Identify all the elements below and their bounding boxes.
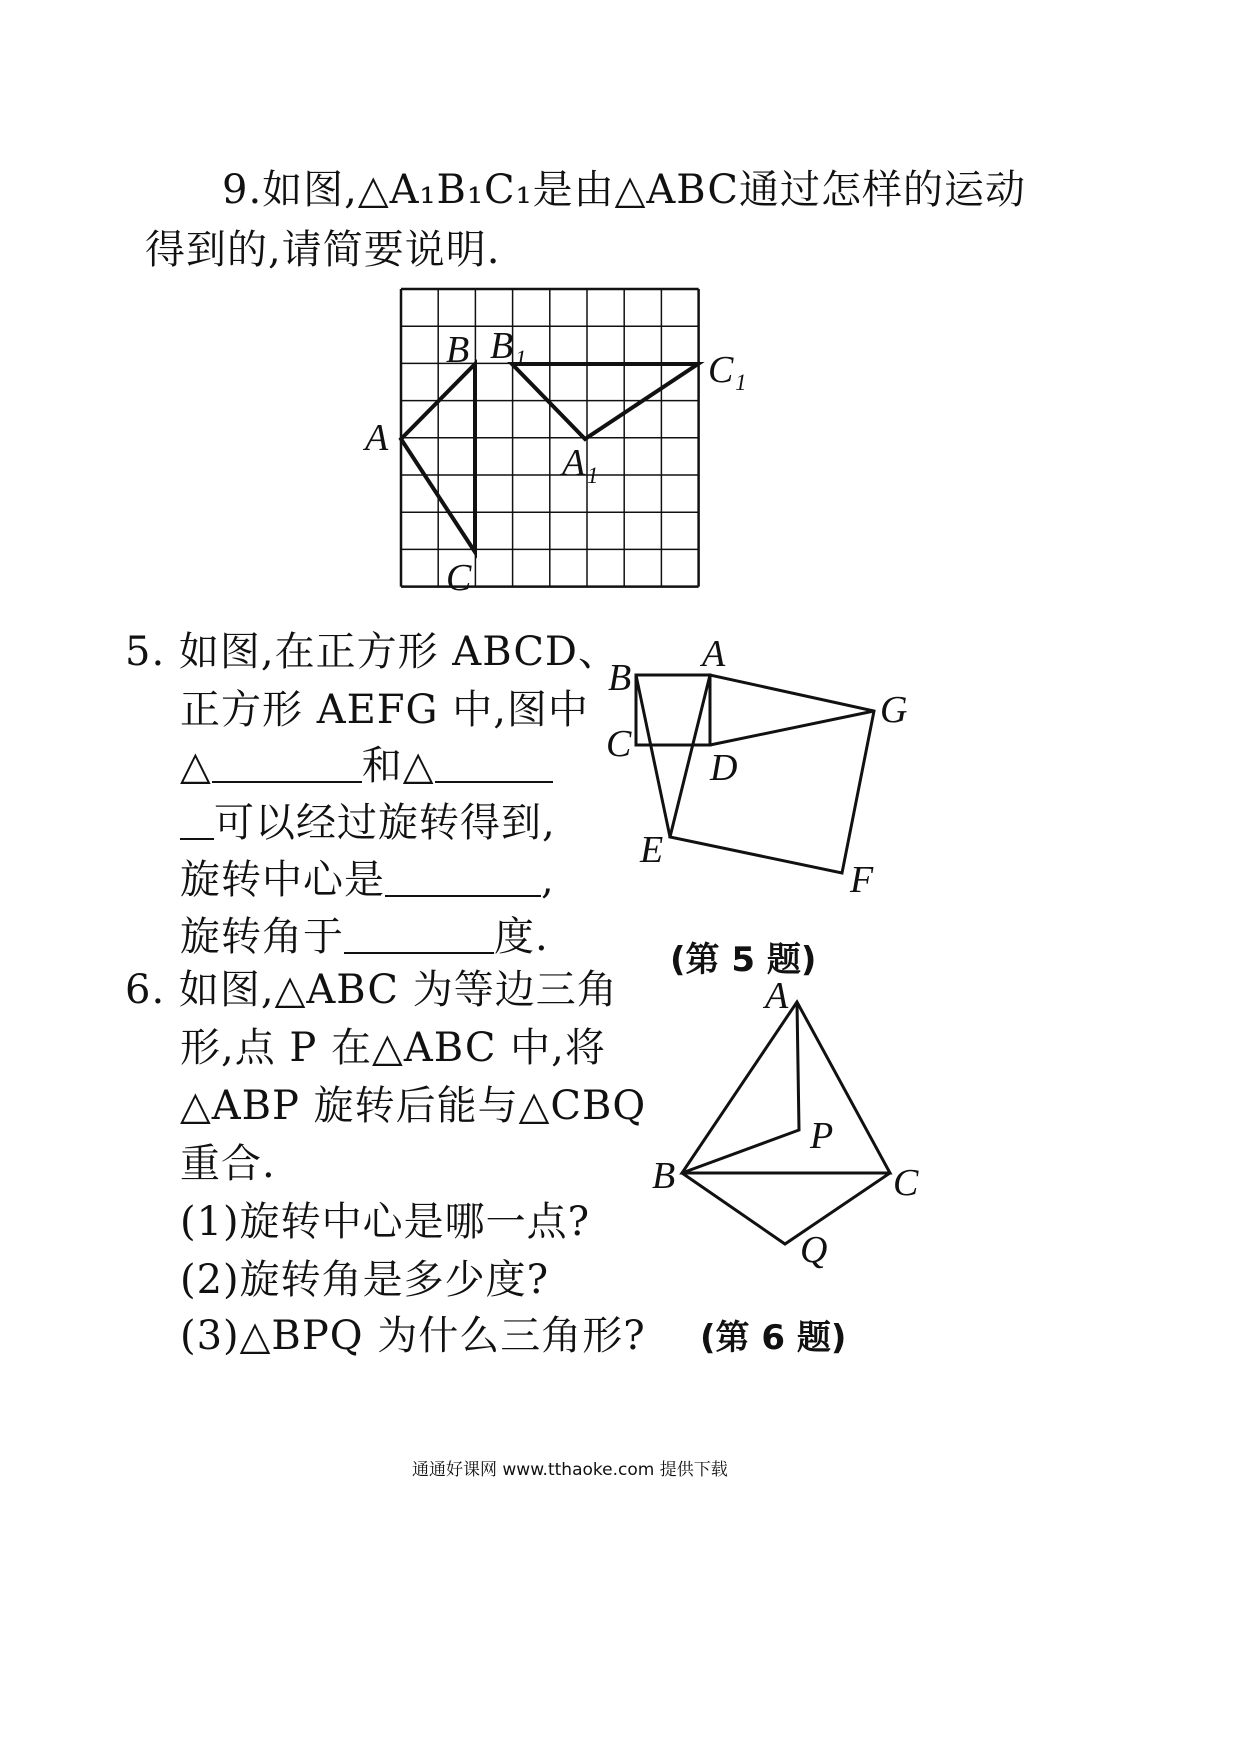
q5-label-g: G xyxy=(880,689,908,731)
q6-subq2: (2)旋转角是多少度? xyxy=(180,1257,550,1303)
q5-degree: 度. xyxy=(494,914,549,960)
q5-triangle-symbol-1: △ xyxy=(180,743,212,789)
q6-label-c: C xyxy=(893,1162,919,1204)
q6-subq3: (3)△BPQ 为什么三角形? xyxy=(180,1313,646,1359)
q9-label-a: A xyxy=(365,417,389,459)
q6-label-q: Q xyxy=(800,1229,828,1271)
q9-label-b1: B₁ xyxy=(490,325,527,367)
q9-text-line1: 9.如图,△A₁B₁C₁是由△ABC通过怎样的运动 xyxy=(222,167,1027,213)
q9-label-c1: C₁ xyxy=(708,349,747,391)
segments-bq-qc xyxy=(682,1173,890,1244)
q5-label-e: E xyxy=(640,829,664,871)
q5-line4-text: 可以经过旋转得到, xyxy=(214,800,556,846)
q5-comma: , xyxy=(541,857,555,903)
triangle-abc-equilateral xyxy=(682,1002,890,1173)
q9-label-b: B xyxy=(446,329,470,371)
q5-and-triangle: 和△ xyxy=(361,743,435,789)
q5-label-d: D xyxy=(710,747,738,789)
q6-line2: 形,点 P 在△ABC 中,将 xyxy=(180,1025,606,1071)
q5-angle-label: 旋转角于 xyxy=(180,914,344,960)
q9-label-c: C xyxy=(446,557,472,599)
q5-line2: 正方形 AEFG 中,图中 xyxy=(180,687,589,733)
q6-caption: (第 6 题) xyxy=(700,1318,847,1358)
q6-label-a: A xyxy=(765,975,789,1017)
q9-label-a1: A₁ xyxy=(562,442,599,484)
q5-label-f: F xyxy=(850,859,874,901)
q6-subq1: (1)旋转中心是哪一点? xyxy=(180,1199,591,1245)
footer-text: 通通好课网 www.tthaoke.com 提供下载 xyxy=(412,1460,728,1480)
q5-line1: 5. 如图,在正方形 ABCD、 xyxy=(125,629,620,675)
q5-center-label: 旋转中心是 xyxy=(180,857,385,903)
q5-label-a: A xyxy=(702,633,726,675)
q6-line1: 6. 如图,△ABC 为等边三角 xyxy=(125,967,618,1013)
q6-label-p: P xyxy=(810,1115,834,1157)
q5-label-c: C xyxy=(606,723,632,765)
q5-caption: (第 5 题) xyxy=(670,940,817,980)
q6-line4: 重合. xyxy=(180,1141,276,1187)
q5-label-b: B xyxy=(608,657,632,699)
q9-text-line2: 得到的,请简要说明. xyxy=(145,227,501,273)
q6-line3: △ABP 旋转后能与△CBQ xyxy=(180,1083,647,1129)
q6-label-b: B xyxy=(652,1155,676,1197)
